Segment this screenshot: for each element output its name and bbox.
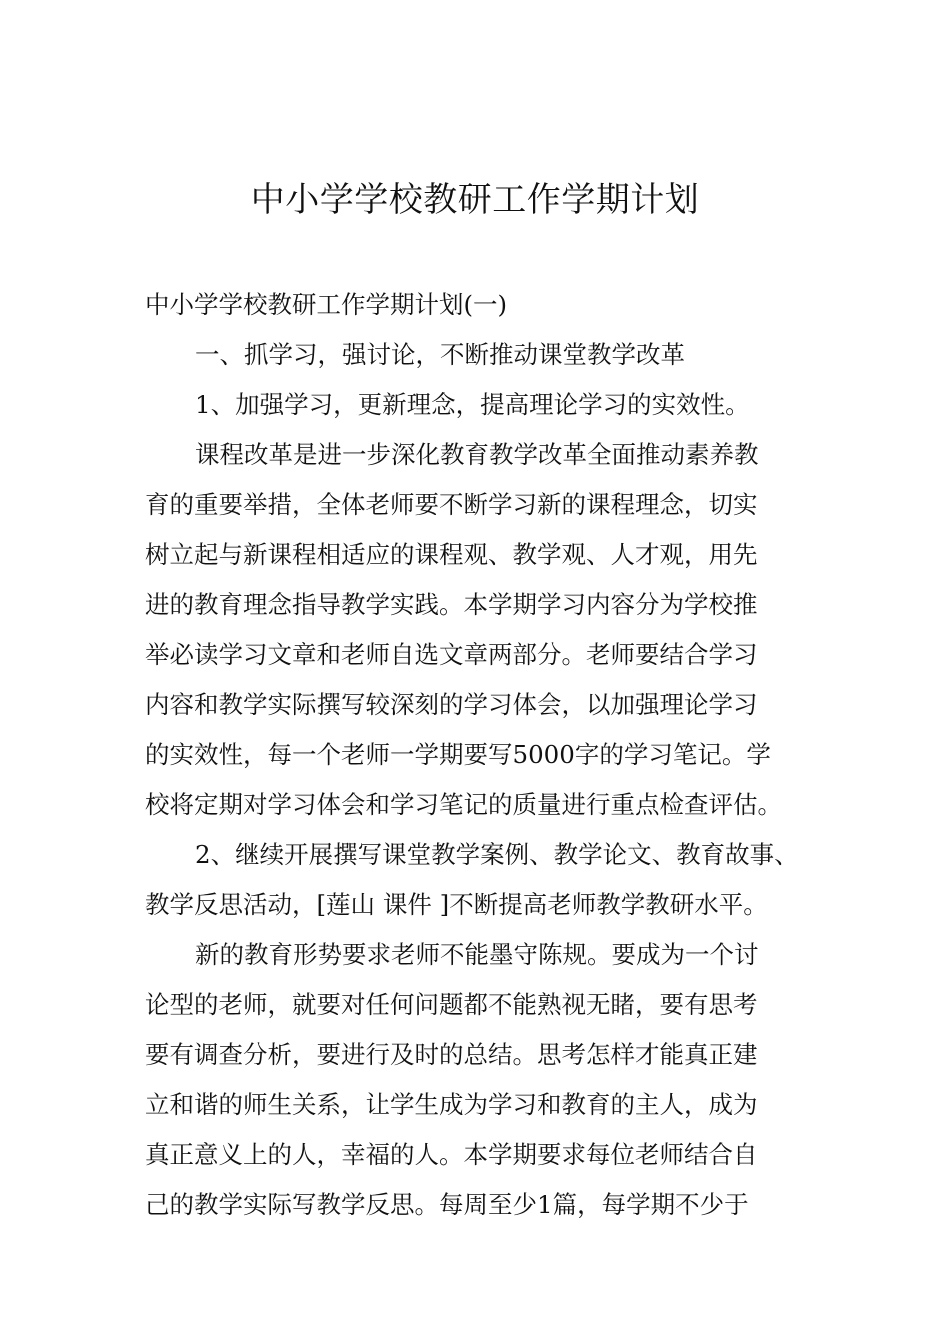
paragraph-line: 进的教育理念指导教学实践。本学期学习内容分为学校推 xyxy=(145,590,758,619)
paragraph-line: 真正意义上的人，幸福的人。本学期要求每位老师结合自 xyxy=(145,1140,758,1169)
item-2-heading: 2、继续开展撰写课堂教学案例、教学论文、教育故事、 xyxy=(195,840,799,869)
paragraph-line: 内容和教学实际撰写较深刻的学习体会，以加强理论学习 xyxy=(145,690,758,719)
paragraph-line: 立和谐的师生关系，让学生成为学习和教育的主人，成为 xyxy=(145,1090,758,1119)
document-body xyxy=(145,280,820,1230)
paragraph-line: 的实效性，每一个老师一学期要写5000字的学习笔记。学 xyxy=(145,740,771,769)
paragraph-line: 举必读学习文章和老师自选文章两部分。老师要结合学习 xyxy=(145,640,758,669)
paragraph-line: 新的教育形势要求老师不能墨守陈规。要成为一个讨 xyxy=(195,940,759,969)
paragraph-line: 课程改革是进一步深化教育教学改革全面推动素养教 xyxy=(195,440,759,469)
document-title: 中小学学校教研工作学期计划 xyxy=(250,180,700,220)
paragraph-line: 教学反思活动，[莲山 课件 ]不断提高老师教学教研水平。 xyxy=(145,890,768,919)
paragraph-line: 论型的老师，就要对任何问题都不能熟视无睹，要有思考 xyxy=(145,990,758,1019)
paragraph-line: 己的教学实际写教学反思。每周至少1篇，每学期不少于 xyxy=(145,1190,749,1219)
subheading-1: 一、抓学习，强讨论，不断推动课堂教学改革 xyxy=(195,340,685,369)
paragraph-line: 树立起与新课程相适应的课程观、教学观、人才观，用先 xyxy=(145,540,758,569)
paragraph-line: 要有调查分析，要进行及时的总结。思考怎样才能真正建 xyxy=(145,1040,758,1069)
section-heading: 中小学学校教研工作学期计划(一) xyxy=(145,290,508,319)
paragraph-line: 育的重要举措，全体老师要不断学习新的课程理念，切实 xyxy=(145,490,758,519)
item-1-heading: 1、加强学习，更新理念，提高理论学习的实效性。 xyxy=(195,390,750,419)
paragraph-line: 校将定期对学习体会和学习笔记的质量进行重点检查评估。 xyxy=(145,790,782,819)
